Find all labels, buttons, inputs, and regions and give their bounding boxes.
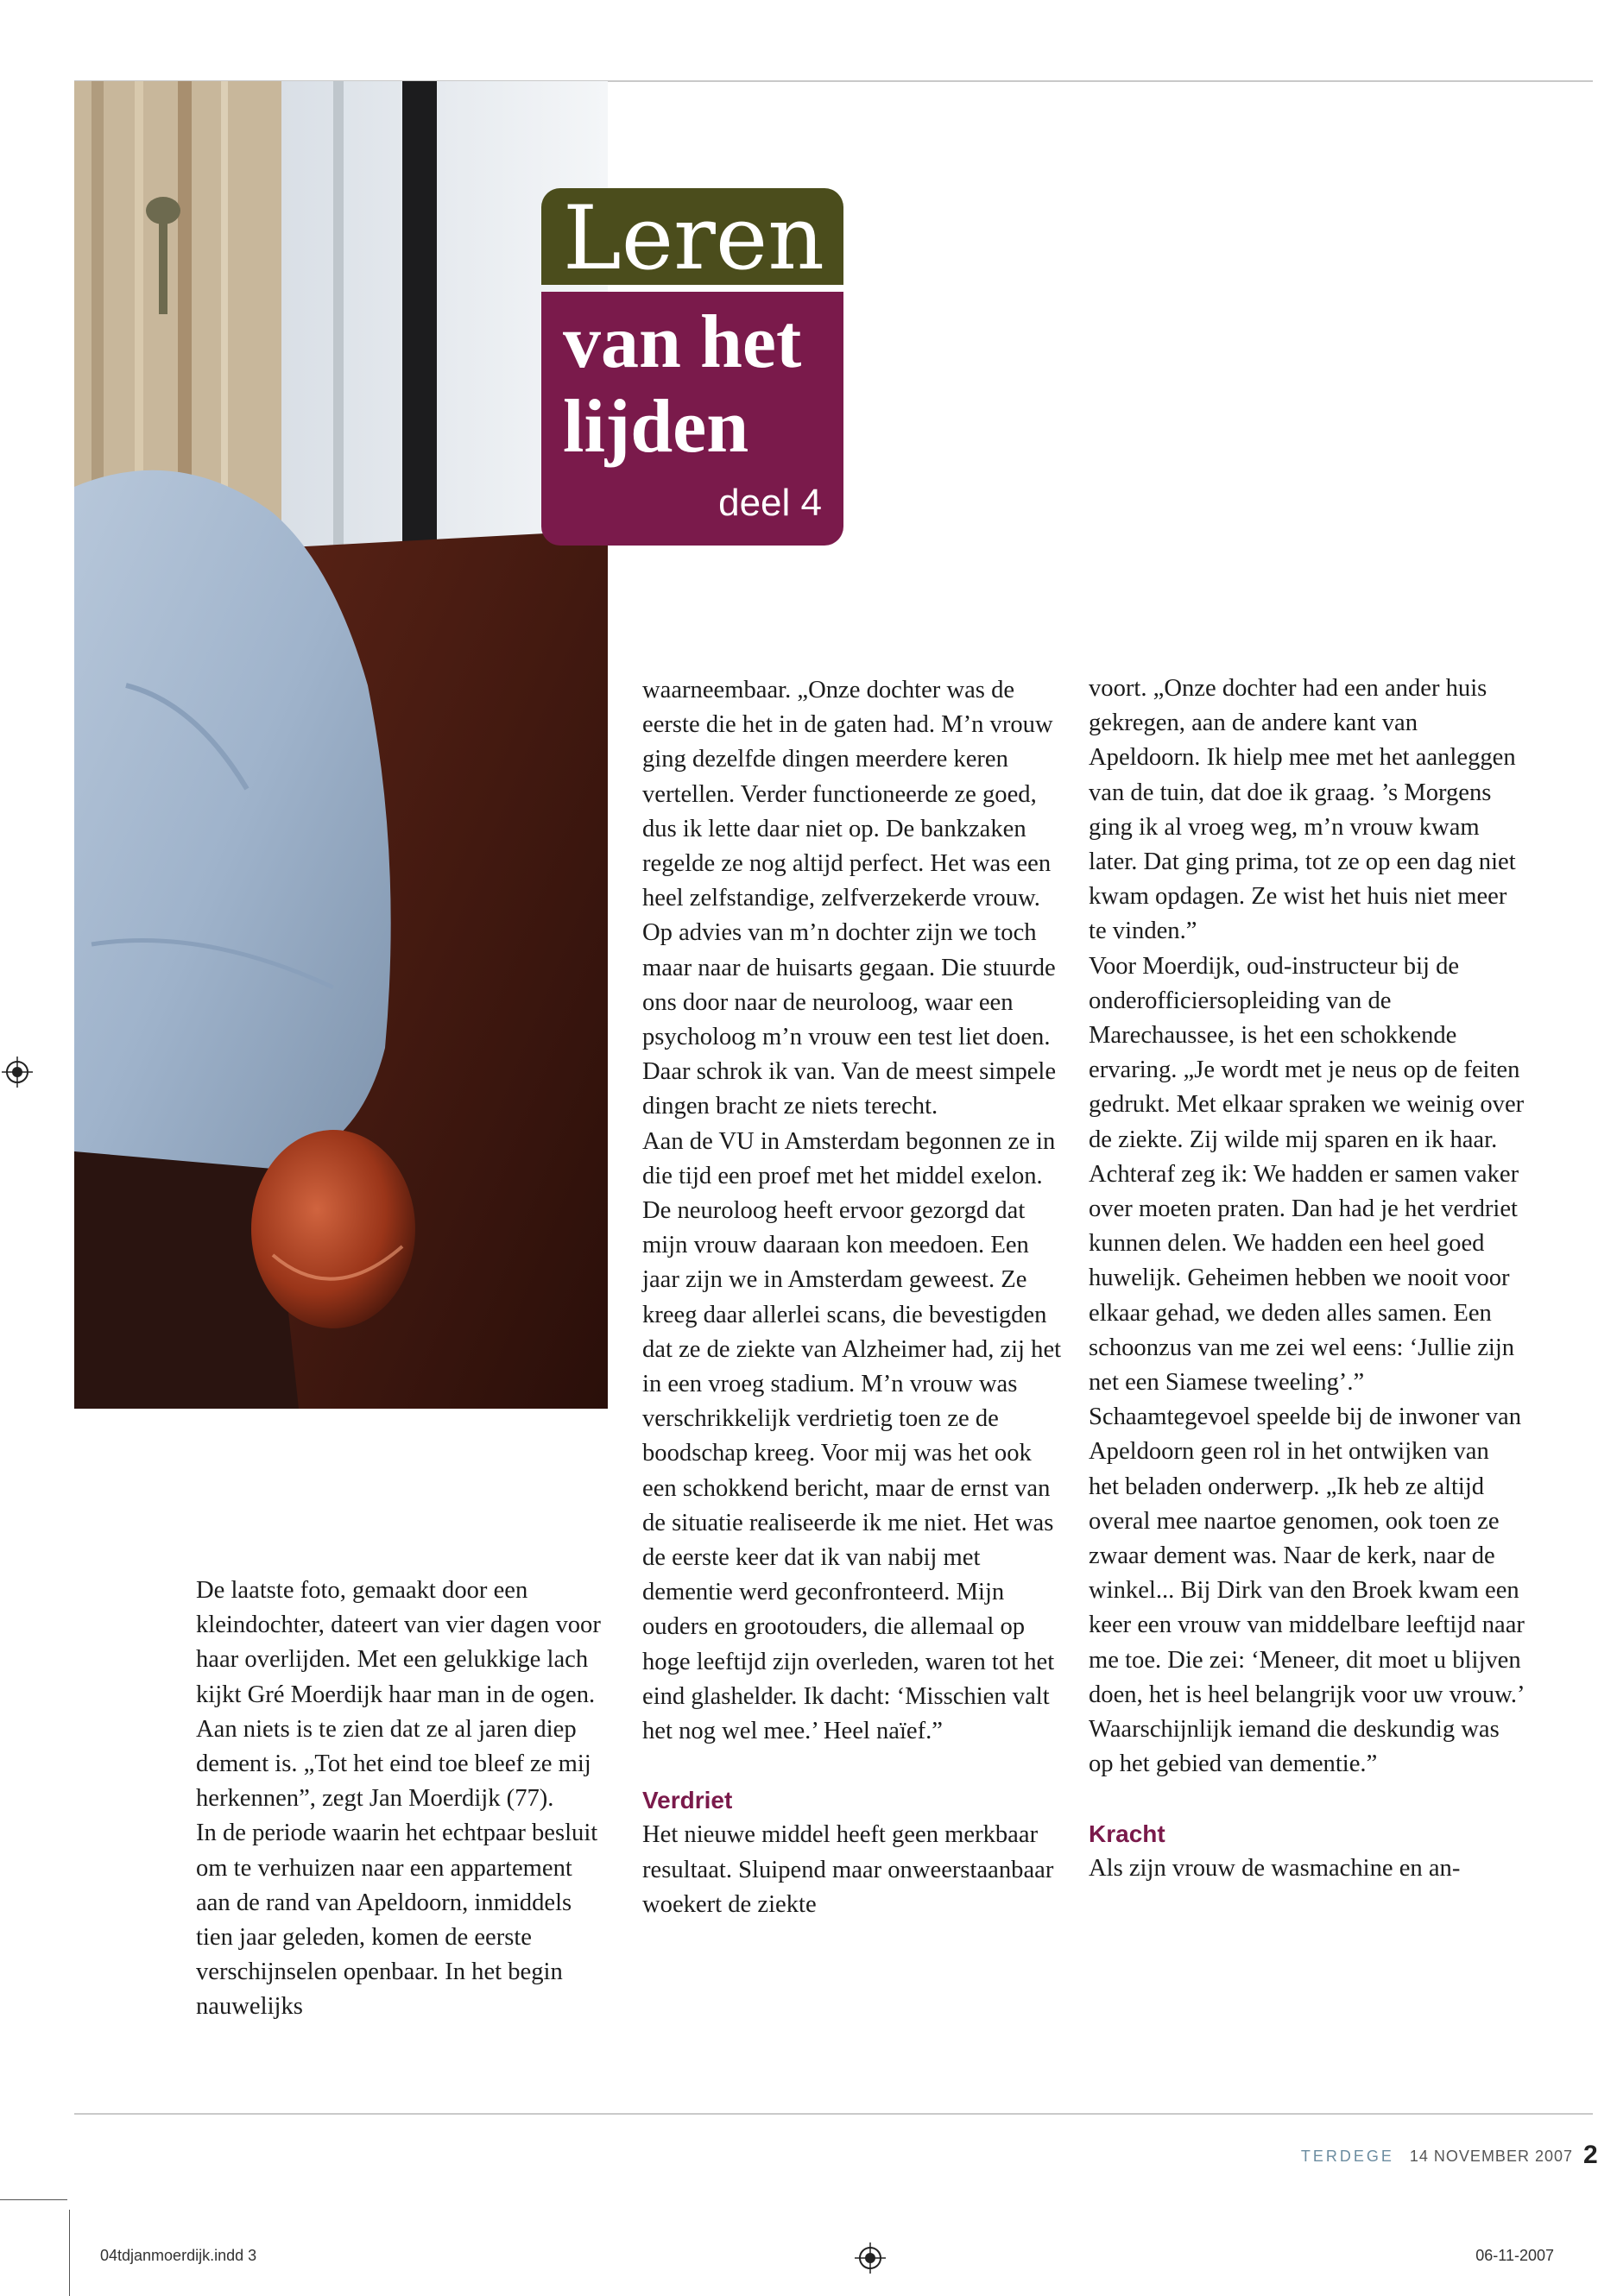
paragraph: De laatste foto, gemaakt door een kleindochter, dateert van vier dagen voor haar overlijden. Met een gelukkige lach kijkt Gré Moerdijk haar man in de ogen. Aan niets is te zien dat ze al jaren diep dement is. „Tot het eind toe bleef ze mij herkennen”, zegt Jan Moerdijk (77). <box>196 1577 601 1813</box>
slug-filename: 04tdjanmoerdijk.indd 3 <box>100 2247 257 2264</box>
paragraph: Aan de VU in Amsterdam begonnen ze in die tijd een proef met het middel exelon. De neuroloog heeft ervoor gezorgd dat mijn vrouw daaraan kon meedoen. Een jaar zijn we in Amsterdam geweest. Ze kreeg daar allerlei scans, die bevestigden dat ze de ziekte van Alzheimer had, zij het in een vroeg stadium. M’n vrouw was verschrikkelijk verdrietig toen ze de boodschap kreeg. Voor mij was het ook een schokkend bericht, maar de ernst van de situatie realiseerde ik me niet. Het was de eerste keer dat ik van nabij met dementie werd geconfronteerd. Mijn ouders en grootouders, die allemaal op hoge leeftijd zijn overleden, waren tot het eind glashelder. Ik dacht: ‘Misschien valt het nog wel mee.’ Heel naïef.” <box>642 1127 1062 1745</box>
subheading: Verdriet <box>642 1787 733 1814</box>
article-photo <box>74 81 608 1409</box>
folio <box>1122 2148 1573 2166</box>
title-line-2: van het lijden <box>563 300 802 469</box>
registration-mark-bottom-icon <box>855 2242 886 2274</box>
slug-date: 06-11-2007 <box>1475 2247 1554 2264</box>
article-column-3 <box>1089 672 1525 1886</box>
paragraph: Als zijn vrouw de wasmachine en an- <box>1089 1854 1461 1882</box>
paragraph: Schaamtegevoel speelde bij de inwoner van Apeldoorn geen rol in het ontwijken van het beladen onderwerp. „Ik heb ze altijd overal mee naartoe genomen, ook toen ze zwaar dement was. Naar de kerk, naar de winkel... Bij Dirk van den Broek kwam een keer een vrouw van middelbare leeftijd naar me toe. Die zei: ‘Meneer, dit moet u blijven doen, het is heel belangrijk voor uw vrouw.’ Waarschijnlijk iemand die deskundig was op het gebied van dementie.” <box>1089 1403 1525 1778</box>
article-column-1 <box>196 1574 606 2025</box>
photo-icon <box>74 81 608 1409</box>
title-part-label: deel 4 <box>718 482 822 524</box>
crop-mark-bottom-left-vertical <box>69 2210 70 2296</box>
article-column-2 <box>642 673 1065 1922</box>
registration-mark-left-icon <box>2 1057 33 1088</box>
page-number: 2 <box>1583 2141 1598 2169</box>
paragraph: waarneembaar. „Onze dochter was de eerste die het in de gaten had. M’n vrouw ging dezelfde dingen meerdere keren vertellen. Verder functioneerde ze goed, dus ik lette daar niet op. De bankzaken regelde ze nog altijd perfect. Het was een heel zelfstandige, zelfverzekerde vrouw. Op advies van m’n dochter zijn we toch maar naar de huisarts gegaan. Die stuurde ons door naar de neuroloog, waar een psycholoog m’n vrouw een test liet doen. Daar schrok ik van. Van de meest simpele dingen bracht ze niets terecht. <box>642 677 1057 1120</box>
paragraph: Voor Moerdijk, oud-instructeur bij de onderofficiersopleiding van de Marechaussee, is het een schokkende ervaring. „Je wordt met je neus op de feiten gedrukt. Met elkaar spraken we weinig over de ziekte. Zij wilde mij sparen en ik haar. Achteraf zeg ik: We hadden er samen vaker over moeten praten. Dan had je het verdriet kunnen delen. We hadden een heel goed huwelijk. Geheimen hebben we nooit voor elkaar gehad, we deden alles samen. Een schoonzus van me zei wel eens: ‘Jullie zijn net een Siamese tweeling’.” <box>1089 952 1525 1397</box>
issue-date: 14 NOVEMBER 2007 <box>1409 2148 1573 2165</box>
bottom-trim-line <box>74 2113 1593 2115</box>
paragraph: In de periode waarin het echtpaar besluit om te verhuizen naar een appartement aan de rand van Apeldoorn, inmiddels tien jaar geleden, komen de eerste verschijnselen openbaar. In het begin nauwelijks <box>196 1820 598 2021</box>
subheading: Kracht <box>1089 1820 1165 1847</box>
title-line-1: Leren <box>563 187 824 290</box>
paragraph: voort. „Onze dochter had een ander huis gekregen, aan de andere kant van Apeldoorn. Ik hielp mee met het aanleggen van de tuin, dat doe ik graag. ’s Morgens ging ik al vroeg weg, m’n vrouw kwam later. Dat ging prima, tot ze op een dag niet kwam opdagen. Ze wist het huis niet meer te vinden.” <box>1089 675 1516 945</box>
paragraph: Het nieuwe middel heeft geen merkbaar resultaat. Sluipend maar onweerstaanbaar woekert de ziekte <box>642 1821 1054 1918</box>
crop-mark-bottom-left <box>0 2199 67 2200</box>
magazine-name: TERDEGE <box>1300 2148 1394 2165</box>
